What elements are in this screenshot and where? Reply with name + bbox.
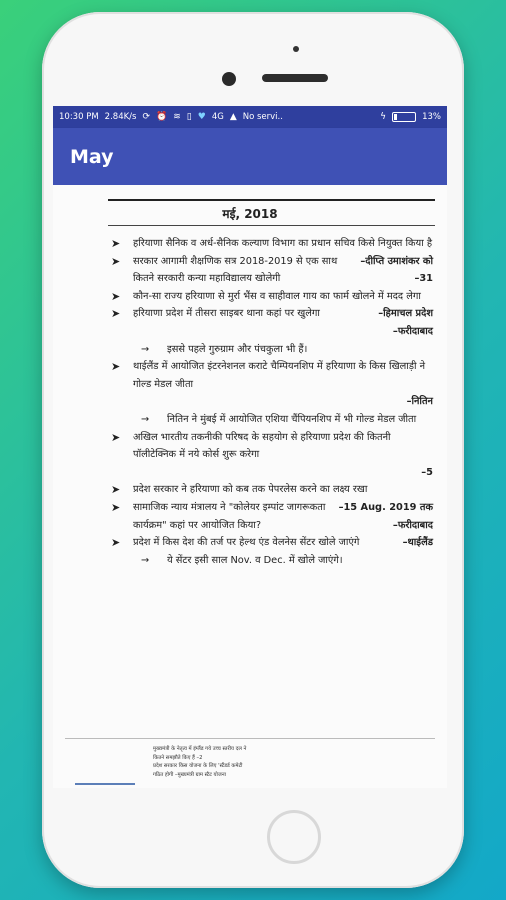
battery-icon (392, 112, 416, 122)
alarm-icon: ⏰ (156, 112, 168, 122)
charging-icon: ϟ (380, 112, 387, 122)
answer-text: –हिमाचल प्रदेश (378, 308, 433, 320)
answer-text: –फरीदाबाद (392, 325, 433, 337)
question-text: प्रदेश में किस देश की तर्ज पर हेल्थ एंड वेलनेस सेंटर खोले जाएंगे (133, 537, 360, 549)
top-rule (108, 199, 435, 201)
earpiece-speaker (262, 74, 328, 82)
front-camera (222, 72, 236, 86)
arrow-bullet-icon: ➤ (111, 289, 121, 303)
arrow-bullet-icon: ➤ (111, 237, 121, 250)
app-bar (53, 128, 447, 185)
next-page-preview (153, 745, 333, 779)
arrow-bullet-icon: ➤ (111, 536, 121, 550)
battery-percent: 13% (422, 112, 441, 122)
question-item (111, 429, 433, 482)
preview-line: गठित होगी –मुख्यमंत्री ग्राम स्टैट योजना (153, 771, 226, 778)
page-divider (65, 738, 435, 739)
question-item (111, 305, 433, 340)
preview-line: प्रदेश सरकार किस योजना के लिए 'स्टैंडर्ड कमेटी (153, 763, 243, 770)
question-list (111, 235, 433, 569)
question-text: प्रदेश सरकार ने हरियाणा को कब तक पेपरलेस करने का लक्ष्य रखा (133, 484, 368, 496)
arrow-bullet-icon: ➤ (111, 483, 121, 497)
note-text: नितिन ने मुंबई में आयोजित एशिया चैंपियनशिप में भी गोल्ड मेडल जीता (167, 413, 417, 425)
note-text: इससे पहले गुरुग्राम और पंचकुला भी हैं। (167, 343, 308, 355)
preview-line: मुख्यमंत्री के नेतृत्व में इंग्लैंड गये उच्च स्तरीय दल ने (153, 746, 247, 752)
page-edge-mark (75, 783, 135, 785)
answer-text: –नितिन (406, 396, 433, 408)
arrow-bullet-icon: ➤ (111, 360, 121, 374)
note-item (111, 552, 433, 570)
preview-line: कितने समझौते किए हैं –2 (153, 754, 203, 761)
question-text: अखिल भारतीय तकनीकी परिषद के सहयोग से हरियाणा प्रदेश की कितनी पॉलीटेक्निक में नये कोर्स शुरू करेगा (133, 431, 391, 461)
vibrate-icon: ▯ (186, 112, 192, 122)
document-page[interactable] (53, 185, 447, 788)
right-arrow-icon: → (141, 413, 150, 425)
question-item (111, 534, 433, 552)
sync-icon: ⟳ (142, 112, 151, 122)
question-item (111, 499, 433, 534)
arrow-bullet-icon: ➤ (111, 307, 121, 321)
status-bar (53, 106, 447, 128)
status-time: 10:30 PM (59, 112, 99, 122)
note-text: ये सेंटर इसी साल Nov. व Dec. में खोले जाएंगे। (167, 554, 343, 566)
arrow-bullet-icon: ➤ (111, 500, 121, 514)
heart-icon: ♥ (197, 112, 206, 122)
note-item (111, 411, 433, 429)
sensor-dot (293, 46, 299, 52)
right-arrow-icon: → (141, 554, 150, 566)
question-text: सरकार आगामी शैक्षणिक सत्र 2018-2019 से एक साथ कितने सरकारी कन्या महाविद्यालय खोलेगी (133, 255, 338, 285)
question-text: सामाजिक न्याय मंत्रालय ने "कोलेयर इम्पांट जागरूकता कार्यक्रम" कहां पर आयोजित किया? (133, 501, 326, 531)
month-heading: मई, 2018 (222, 207, 278, 221)
note-item (111, 341, 433, 359)
carrier-text: No servi.. (242, 112, 283, 122)
question-item (111, 358, 433, 411)
answer-text: –15 Aug. 2019 तक (338, 501, 433, 513)
answer-text: –फरीदाबाद (392, 519, 433, 531)
wifi-icon: ≋ (173, 112, 181, 122)
answer-text: –5 (421, 466, 433, 478)
page-title: May (70, 145, 114, 168)
answer-text: –दीप्ति उमाशंकर को (360, 255, 433, 267)
home-button[interactable] (267, 810, 321, 864)
app-screen (53, 106, 447, 788)
answer-text: –31 (414, 273, 433, 285)
arrow-bullet-icon: ➤ (111, 430, 121, 444)
question-text: हरियाणा प्रदेश में तीसरा साइबर थाना कहां पर खुलेगा (133, 308, 320, 320)
question-item (111, 235, 433, 267)
network-type: 4G (211, 112, 224, 122)
question-item (111, 253, 433, 288)
arrow-bullet-icon: ➤ (111, 254, 121, 268)
right-arrow-icon: → (141, 343, 150, 355)
heading-rule (108, 225, 435, 226)
question-text: हरियाणा सैनिक व अर्ध-सैनिक कल्याण विभाग का प्रधान सचिव किसे नियुक्त किया है (133, 238, 433, 249)
question-item (111, 481, 433, 513)
question-text: कौन-सा राज्य हरियाणा से मुर्रा भैंस व साहीवाल गाय का फार्म खोलने में मदद लेगा (133, 290, 421, 302)
status-speed: 2.84K/s (104, 112, 137, 122)
answer-text: –थाईलैंड (402, 537, 433, 549)
question-text: थाईलैंड में आयोजित इंटरनेशनल कराटे चैम्पियनशिप में हरियाणा के किस खिलाड़ी ने गोल्ड मेडल जीता (133, 361, 426, 390)
signal-icon: ▲ (229, 112, 237, 122)
